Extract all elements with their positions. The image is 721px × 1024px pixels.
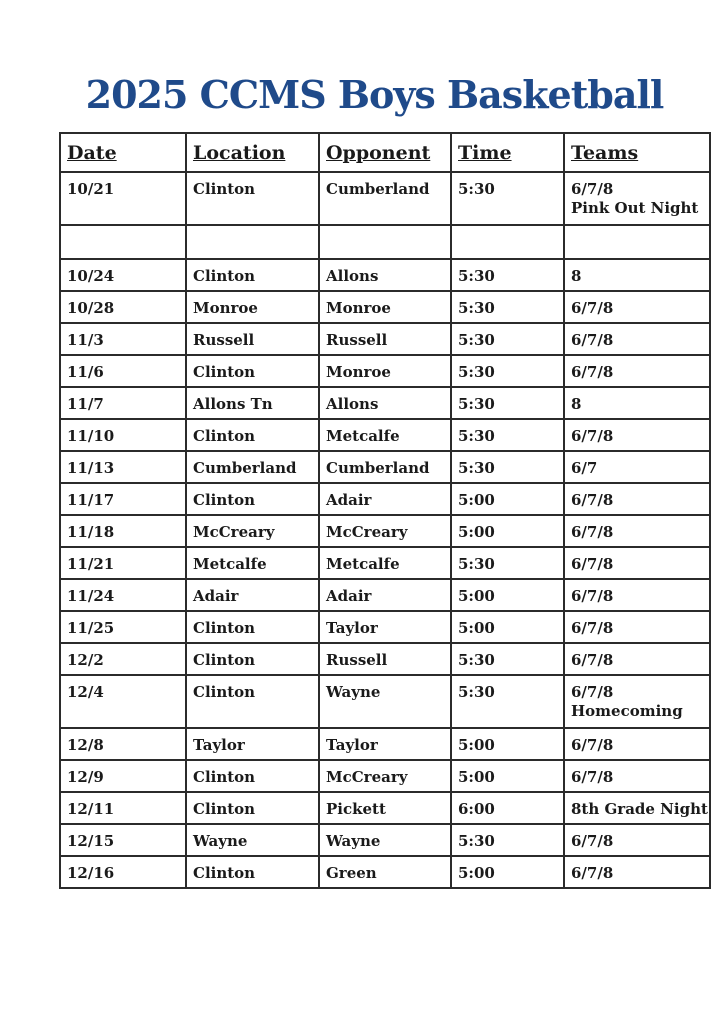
cell-opponent: Russell bbox=[319, 323, 451, 355]
cell-teams: 6/7/8 bbox=[564, 323, 710, 355]
cell-location: Clinton bbox=[186, 483, 319, 515]
table-row bbox=[60, 675, 710, 728]
cell-opponent: McCreary bbox=[319, 760, 451, 792]
cell-opponent: Cumberland bbox=[319, 451, 451, 483]
header-time: Time bbox=[451, 133, 564, 172]
cell-time: 5:00 bbox=[451, 760, 564, 792]
cell-opponent: Allons bbox=[319, 259, 451, 291]
table-row bbox=[60, 824, 710, 856]
cell-time: 5:00 bbox=[451, 483, 564, 515]
table-row bbox=[60, 792, 710, 824]
cell-location: Clinton bbox=[186, 643, 319, 675]
cell-time: 5:30 bbox=[451, 291, 564, 323]
table-row bbox=[60, 579, 710, 611]
cell-location: Metcalfe bbox=[186, 547, 319, 579]
table-row bbox=[60, 611, 710, 643]
cell-time: 5:00 bbox=[451, 728, 564, 760]
cell-teams bbox=[564, 675, 710, 728]
cell-opponent bbox=[319, 225, 451, 259]
cell-location: Cumberland bbox=[186, 451, 319, 483]
cell-teams: 6/7/8 bbox=[564, 515, 710, 547]
table-row bbox=[60, 643, 710, 675]
cell-opponent: Green bbox=[319, 856, 451, 888]
table-row bbox=[60, 547, 710, 579]
cell-time: 5:30 bbox=[451, 355, 564, 387]
cell-time: 5:30 bbox=[451, 547, 564, 579]
cell-teams: 6/7/8 bbox=[564, 611, 710, 643]
table-row bbox=[60, 451, 710, 483]
cell-opponent: Wayne bbox=[319, 675, 451, 728]
cell-time: 5:30 bbox=[451, 259, 564, 291]
table-row bbox=[60, 419, 710, 451]
schedule-table bbox=[59, 132, 711, 889]
cell-date: 11/6 bbox=[60, 355, 186, 387]
cell-opponent: Allons bbox=[319, 387, 451, 419]
cell-time: 5:00 bbox=[451, 611, 564, 643]
cell-opponent: Metcalfe bbox=[319, 419, 451, 451]
cell-date: 12/9 bbox=[60, 760, 186, 792]
table-row bbox=[60, 856, 710, 888]
cell-teams: 6/7/8 bbox=[564, 824, 710, 856]
cell-teams: 6/7/8 bbox=[564, 643, 710, 675]
cell-location: Allons Tn bbox=[186, 387, 319, 419]
header-opponent: Opponent bbox=[319, 133, 451, 172]
table-row bbox=[60, 355, 710, 387]
cell-date: 11/7 bbox=[60, 387, 186, 419]
cell-date bbox=[60, 225, 186, 259]
cell-location: Wayne bbox=[186, 824, 319, 856]
cell-time: 5:30 bbox=[451, 323, 564, 355]
cell-teams: 6/7/8 bbox=[564, 728, 710, 760]
cell-date: 11/24 bbox=[60, 579, 186, 611]
cell-time: 6:00 bbox=[451, 792, 564, 824]
table-row bbox=[60, 291, 710, 323]
cell-opponent: McCreary bbox=[319, 515, 451, 547]
cell-date: 11/18 bbox=[60, 515, 186, 547]
cell-location bbox=[186, 225, 319, 259]
cell-date: 12/16 bbox=[60, 856, 186, 888]
cell-date: 11/17 bbox=[60, 483, 186, 515]
table-row bbox=[60, 728, 710, 760]
cell-date: 11/21 bbox=[60, 547, 186, 579]
cell-time: 5:30 bbox=[451, 419, 564, 451]
cell-date: 12/4 bbox=[60, 675, 186, 728]
header-teams: Teams bbox=[564, 133, 710, 172]
cell-location: Adair bbox=[186, 579, 319, 611]
header-date: Date bbox=[60, 133, 186, 172]
cell-opponent: Adair bbox=[319, 579, 451, 611]
cell-date: 10/24 bbox=[60, 259, 186, 291]
cell-date: 11/13 bbox=[60, 451, 186, 483]
cell-teams: 6/7/8 bbox=[564, 547, 710, 579]
header-location: Location bbox=[186, 133, 319, 172]
cell-location: Russell bbox=[186, 323, 319, 355]
cell-teams: 6/7/8 bbox=[564, 483, 710, 515]
cell-teams: 6/7/8 bbox=[564, 856, 710, 888]
cell-location: Taylor bbox=[186, 728, 319, 760]
cell-opponent: Taylor bbox=[319, 728, 451, 760]
cell-teams: 8 bbox=[564, 387, 710, 419]
cell-location: Clinton bbox=[186, 355, 319, 387]
cell-opponent: Wayne bbox=[319, 824, 451, 856]
table-row bbox=[60, 387, 710, 419]
cell-date: 11/25 bbox=[60, 611, 186, 643]
header-row bbox=[60, 133, 710, 172]
cell-time: 5:00 bbox=[451, 856, 564, 888]
table-row bbox=[60, 483, 710, 515]
table-row bbox=[60, 515, 710, 547]
cell-teams: 6/7/8 bbox=[564, 419, 710, 451]
teams-note: Homecoming bbox=[571, 702, 683, 720]
cell-teams: 6/7/8 bbox=[564, 579, 710, 611]
cell-location: Clinton bbox=[186, 611, 319, 643]
cell-opponent: Metcalfe bbox=[319, 547, 451, 579]
cell-date: 12/8 bbox=[60, 728, 186, 760]
cell-opponent: Monroe bbox=[319, 291, 451, 323]
cell-date: 12/11 bbox=[60, 792, 186, 824]
cell-teams: 6/7/8 bbox=[564, 760, 710, 792]
table-row bbox=[60, 172, 710, 225]
cell-date: 11/3 bbox=[60, 323, 186, 355]
cell-teams: 6/7/8 bbox=[564, 355, 710, 387]
teams-value: 6/7/8 bbox=[571, 180, 614, 198]
page-title: 2025 CCMS Boys Basketball bbox=[85, 72, 664, 117]
table-row bbox=[60, 760, 710, 792]
cell-location: Clinton bbox=[186, 792, 319, 824]
cell-location: McCreary bbox=[186, 515, 319, 547]
table-row bbox=[60, 259, 710, 291]
cell-opponent: Taylor bbox=[319, 611, 451, 643]
cell-time: 5:30 bbox=[451, 387, 564, 419]
cell-opponent: Adair bbox=[319, 483, 451, 515]
table-row-empty bbox=[60, 225, 710, 259]
teams-note: Pink Out Night bbox=[571, 199, 699, 217]
cell-time: 5:00 bbox=[451, 579, 564, 611]
cell-time: 5:30 bbox=[451, 172, 564, 225]
cell-teams bbox=[564, 225, 710, 259]
cell-date: 12/2 bbox=[60, 643, 186, 675]
cell-location: Clinton bbox=[186, 259, 319, 291]
cell-teams bbox=[564, 172, 710, 225]
cell-date: 10/28 bbox=[60, 291, 186, 323]
cell-teams: 6/7 bbox=[564, 451, 710, 483]
cell-time: 5:30 bbox=[451, 643, 564, 675]
cell-location: Monroe bbox=[186, 291, 319, 323]
cell-opponent: Pickett bbox=[319, 792, 451, 824]
cell-opponent: Monroe bbox=[319, 355, 451, 387]
cell-time: 5:30 bbox=[451, 451, 564, 483]
cell-time: 5:30 bbox=[451, 675, 564, 728]
cell-opponent: Russell bbox=[319, 643, 451, 675]
cell-time: 5:00 bbox=[451, 515, 564, 547]
cell-teams: 8th Grade Night bbox=[564, 792, 710, 824]
cell-teams: 6/7/8 bbox=[564, 291, 710, 323]
cell-location: Clinton bbox=[186, 419, 319, 451]
cell-date: 11/10 bbox=[60, 419, 186, 451]
cell-location: Clinton bbox=[186, 760, 319, 792]
cell-date: 12/15 bbox=[60, 824, 186, 856]
cell-location: Clinton bbox=[186, 172, 319, 225]
cell-time: 5:30 bbox=[451, 824, 564, 856]
teams-value: 6/7/8 bbox=[571, 683, 614, 701]
table-row bbox=[60, 323, 710, 355]
cell-time bbox=[451, 225, 564, 259]
cell-opponent: Cumberland bbox=[319, 172, 451, 225]
cell-teams: 8 bbox=[564, 259, 710, 291]
cell-date: 10/21 bbox=[60, 172, 186, 225]
cell-location: Clinton bbox=[186, 856, 319, 888]
cell-location: Clinton bbox=[186, 675, 319, 728]
